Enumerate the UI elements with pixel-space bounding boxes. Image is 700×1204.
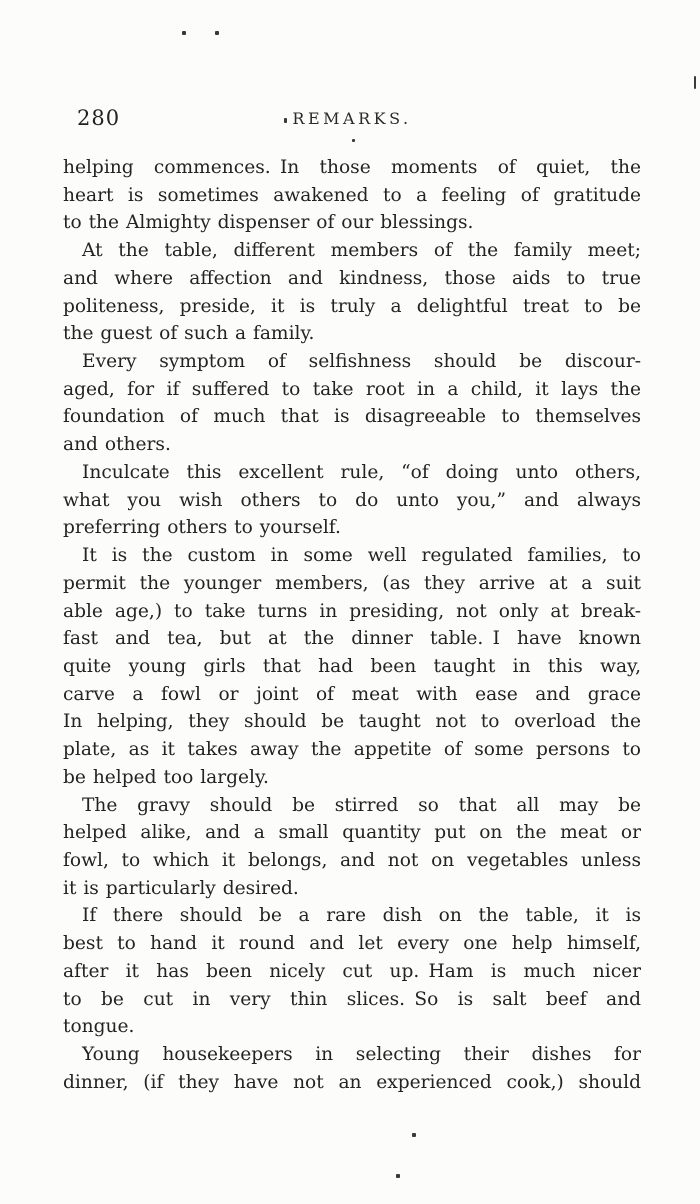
text-line: The gravy should be stirred so that all may be: [82, 794, 641, 816]
paragraph: [63, 237, 641, 348]
paragraph: [63, 902, 641, 1041]
text-line: be helped too largely.: [63, 766, 269, 788]
text-line: dinner, (if they have not an experienced cook,) should: [63, 1071, 641, 1093]
scan-speck: [412, 1133, 416, 1137]
paragraph: [63, 792, 641, 903]
text-line: At the table, different members of the family meet;: [82, 240, 641, 262]
text-line: Every symptom of selfishness should be discour-: [82, 351, 641, 373]
scan-speck: [284, 118, 287, 123]
paragraph: [63, 154, 641, 237]
text-line: fast and tea, but at the dinner table. I have known: [63, 628, 641, 650]
text-line: If there should be a rare dish on the table, it is: [82, 905, 641, 927]
scan-speck: [396, 1174, 400, 1178]
text-line: able age,) to take turns in presiding, not only at break-: [63, 600, 641, 622]
text-line: helped alike, and a small quantity put on the meat or: [63, 822, 641, 844]
text-line: after it has been nicely cut up. Ham is much nicer: [63, 960, 641, 982]
text-line: foundation of much that is disagreeable to themselves: [63, 406, 641, 428]
scan-speck: [694, 76, 696, 89]
text-line: helping commences. In those moments of quiet, the: [63, 157, 641, 178]
paragraph: [63, 1041, 641, 1096]
text-line: Young housekeepers in selecting their dishes for: [82, 1044, 641, 1065]
text-line: it is particularly desired.: [63, 877, 299, 899]
scan-speck: [182, 31, 186, 35]
page-number: 280: [77, 106, 121, 130]
text-line: to the Almighty dispenser of our blessings.: [63, 212, 474, 234]
text-line: permit the younger members, (as they arrive at a suit: [63, 572, 641, 594]
text-line: best to hand it round and let every one help himself,: [63, 933, 641, 955]
text-line: heart is sometimes awakened to a feeling of gratitude: [63, 184, 641, 206]
page-header: [63, 106, 641, 136]
scan-speck: [215, 31, 219, 35]
text-line: fowl, to which it belongs, and not on vegetables unless: [63, 849, 641, 871]
text-line: what you wish others to do unto you,” and always: [63, 489, 641, 511]
text-line: Inculcate this excellent rule, “of doing unto others,: [82, 461, 641, 483]
text-line: carve a fowl or joint of meat with ease and grace: [63, 683, 641, 705]
paragraph: [63, 348, 641, 459]
text-line: In helping, they should be taught not to overload the: [63, 711, 641, 733]
text-line: to be cut in very thin slices. So is salt beef and: [63, 988, 641, 1010]
text-line: quite young girls that had been taught in this way,: [63, 655, 641, 677]
text-line: aged, for if suffered to take root in a child, it lays the: [63, 378, 641, 400]
text-line: and others.: [63, 434, 171, 456]
paragraph: [63, 459, 641, 542]
paragraph: [63, 542, 641, 791]
text-line: politeness, preside, it is truly a delightful treat to be: [63, 295, 641, 317]
text-line: plate, as it takes away the appetite of some persons to: [63, 739, 641, 761]
text-line: preferring others to yourself.: [63, 517, 341, 539]
running-header: REMARKS.: [292, 109, 412, 128]
text-line: and where affection and kindness, those aids to true: [63, 267, 641, 289]
text-line: tongue.: [63, 1016, 135, 1038]
body-text: [63, 154, 641, 1096]
text-line: It is the custom in some well regulated families, to: [82, 545, 641, 567]
text-line: the guest of such a family.: [63, 323, 315, 345]
scan-speck: [352, 139, 355, 142]
